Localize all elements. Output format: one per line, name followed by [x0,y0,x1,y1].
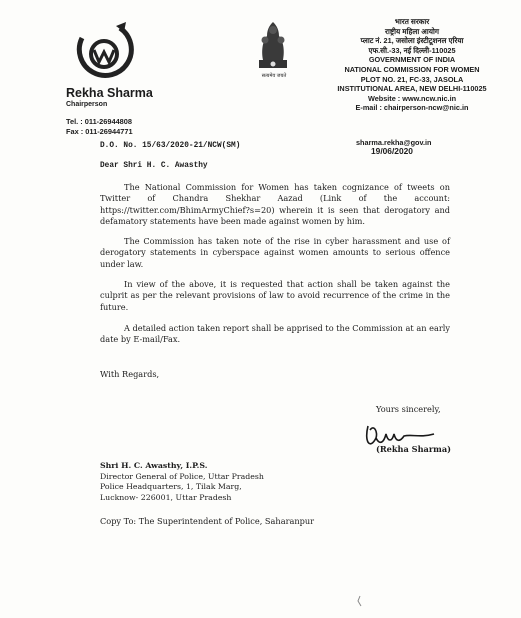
yours-sincerely: Yours sincerely, [376,404,441,414]
english-line: NATIONAL COMMISSION FOR WOMEN [344,64,480,74]
signatory-name: (Rekha Sharma) [376,444,451,454]
paragraph-text: The Commission has taken note of the rise in cyber harassment and use of derogatory statements in cyberspace against women amounts to serious offence under law. [100,236,450,269]
email-secondary: sharma.rekha@gov.in [356,138,432,147]
letter-date: 19/06/2020 [371,146,413,156]
paragraph [100,236,450,270]
fax: Fax : 011-26944771 [66,127,133,136]
letterhead-address [306,17,518,113]
hindi-line: राष्ट्रीय महिला आयोग [385,26,439,36]
paragraph-text: In view of the above, it is requested that action shall be taken against the culprit as per the relevant provisions of law to avoid recurrence of the crime in the future. [100,279,450,312]
hindi-line: भारत सरकार [394,17,430,26]
paragraph-text: The National Commission for Women has taken cognizance of tweets on Twitter of Chandra Shekhar Aazad (Link of the account: https://twitter.com/BhimArmyChief?s=20) wherein it is seen that derogatory and defamatory statements have been made against women by him. [100,182,450,227]
paragraph [100,279,450,313]
paragraph [100,323,450,346]
stray-mark [356,595,366,607]
sender-title: Chairperson [66,101,108,108]
recipient-name: Shri H. C. Awasthy, I.P.S. [100,461,208,470]
recipient-line: Director General of Police, Uttar Pradesh [100,471,264,481]
recipient-line: Police Headquarters, 1, Tilak Marg, [100,482,242,492]
english-line: GOVERNMENT OF INDIA [368,55,456,65]
copy-to: Copy To: The Superintendent of Police, Saharanpur [100,516,315,526]
english-line: PLOT NO. 21, FC-33, JASOLA [360,74,464,84]
contact-numbers [66,117,133,137]
ncw-logo [72,20,136,84]
email: E-mail : chairperson-ncw@nic.in [355,103,469,113]
recipient-block [100,461,264,503]
hindi-line: एफ.सी.-33, नई दिल्ली-110025 [368,45,456,55]
telephone: Tel. : 011-26944808 [66,117,133,126]
emblem-caption: सत्यमेव जयते [261,73,287,79]
paragraph [100,182,450,228]
hindi-line: प्लाट नं. 21, जसोला इंस्टीटूशनल एरिया [360,36,464,46]
recipient-line: Lucknow- 226001, Uttar Pradesh [100,492,232,502]
website: Website : www.ncw.nic.in [367,93,457,103]
salutation: Dear Shri H. C. Awasthy [100,162,208,170]
do-number: D.O. No. 15/63/2020-21/NCW(SM) [100,142,241,150]
english-line: INSTITUTIONAL AREA, NEW DELHI-110025 [337,84,487,94]
paragraph-text: A detailed action taken report shall be apprised to the Commission at an early date by E-mail/Fax. [100,323,450,345]
closing: With Regards, [100,369,160,379]
sender-name: Rekha Sharma [66,86,153,100]
national-emblem [253,14,293,78]
